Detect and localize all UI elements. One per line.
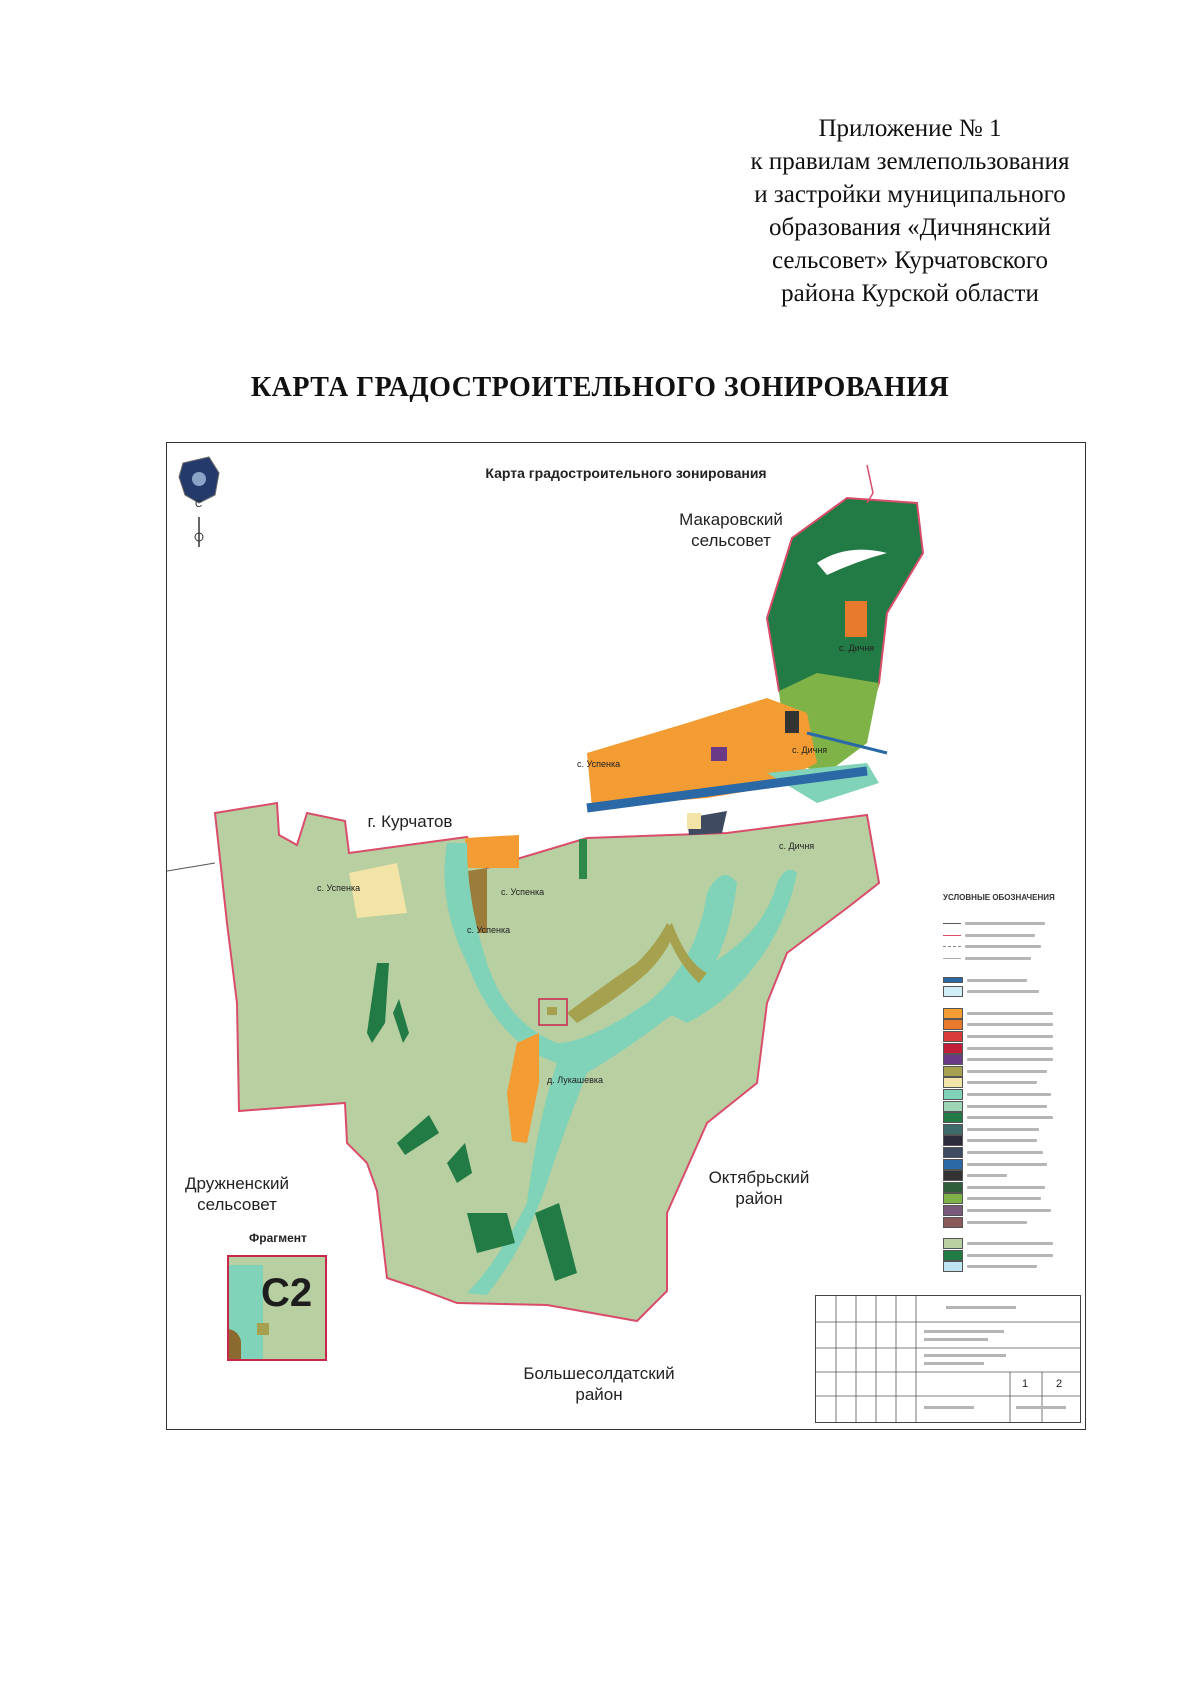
legend-item (943, 1019, 1075, 1031)
legend-item (943, 1147, 1075, 1159)
title-block (815, 1295, 1081, 1423)
legend-item (943, 986, 1075, 998)
residential-plot-north (845, 601, 867, 637)
legend-item (943, 1158, 1075, 1170)
legend-title: УСЛОВНЫЕ ОБОЗНАЧЕНИЯ (943, 893, 1055, 902)
legend-item (943, 1077, 1075, 1089)
neighbor-label-south: Большесолдатский район (523, 1364, 675, 1404)
village-label: с. Успенка (467, 925, 511, 935)
appendix-line: района Курской области (781, 280, 1039, 307)
legend-item (943, 1181, 1075, 1193)
public-center (711, 747, 727, 761)
legend-item (943, 1008, 1075, 1020)
north-label: С (195, 499, 203, 510)
title-block-grid (816, 1296, 1080, 1422)
legend-item (943, 1216, 1075, 1228)
village-label: с. Дичня (792, 745, 828, 755)
residential-zone-uspenka-west (465, 835, 519, 868)
legend-item (943, 1054, 1075, 1066)
neighbor-label-north: Макаровский сельсовет (679, 510, 783, 550)
plot-beige (687, 813, 701, 829)
legend-item (943, 1135, 1075, 1147)
fragment-plot (257, 1323, 269, 1335)
legend-item (943, 1066, 1075, 1078)
fragment-label: Фрагмент (249, 1231, 307, 1245)
map-title: Карта градостроительного зонирования (485, 465, 767, 481)
fragment-inset (227, 1255, 327, 1361)
village-label: д. Лукашевка (547, 1075, 604, 1085)
village-label: с. Успенка (317, 883, 361, 893)
legend-section (943, 908, 1075, 918)
village-label: с. Дичня (839, 643, 875, 653)
appendix-line: и застройки муниципального (754, 181, 1066, 208)
legend-item (943, 1042, 1075, 1054)
appendix-line: Приложение № 1 (818, 115, 1002, 142)
village-label: с. Успенка (501, 887, 545, 897)
legend-item (943, 1031, 1075, 1043)
document-title: КАРТА ГРАДОСТРОИТЕЛЬНОГО ЗОНИРОВАНИЯ (250, 372, 950, 403)
neighbor-label-city: г. Курчатов (367, 812, 453, 831)
boundary-line (167, 863, 215, 871)
plot-green (579, 839, 587, 879)
neighbor-label-west: Дружненский сельсовет (184, 1174, 289, 1214)
legend-item (943, 1124, 1075, 1136)
legend-item (943, 1170, 1075, 1182)
neighbor-label-east: Октябрьский район (708, 1168, 810, 1208)
legend-section (943, 998, 1075, 1008)
village-label: с. Дичня (779, 841, 815, 851)
village-label: с. Успенка (577, 759, 621, 769)
legend-section (943, 964, 1075, 974)
appendix-line: образования «Дичнянский (769, 214, 1051, 241)
legend-section (943, 1228, 1075, 1238)
sheet-count: 2 (1056, 1378, 1063, 1390)
legend-item (943, 1238, 1075, 1250)
zoning-map (166, 442, 1086, 1430)
legend-item (943, 930, 1075, 942)
fragment-marker-fill (547, 1007, 557, 1015)
legend-item (943, 953, 1075, 965)
industrial-plot (785, 711, 799, 733)
legend-item (943, 1261, 1075, 1273)
legend-item (943, 1112, 1075, 1124)
sheet-number: 1 (1022, 1378, 1029, 1390)
map-legend (943, 893, 1075, 1273)
legend-item (943, 1193, 1075, 1205)
appendix-line: сельсовет» Курчатовского (772, 247, 1048, 274)
legend-item (943, 1089, 1075, 1101)
legend-item (943, 974, 1075, 986)
fragment-zone-code: С2 (261, 1271, 313, 1315)
appendix-heading (700, 112, 1120, 310)
legend-item (943, 918, 1075, 930)
appendix-line: к правилам землепользования (750, 148, 1070, 175)
legend-item (943, 1205, 1075, 1217)
legend-item (943, 1100, 1075, 1112)
legend-item (943, 1249, 1075, 1261)
legend-item (943, 941, 1075, 953)
